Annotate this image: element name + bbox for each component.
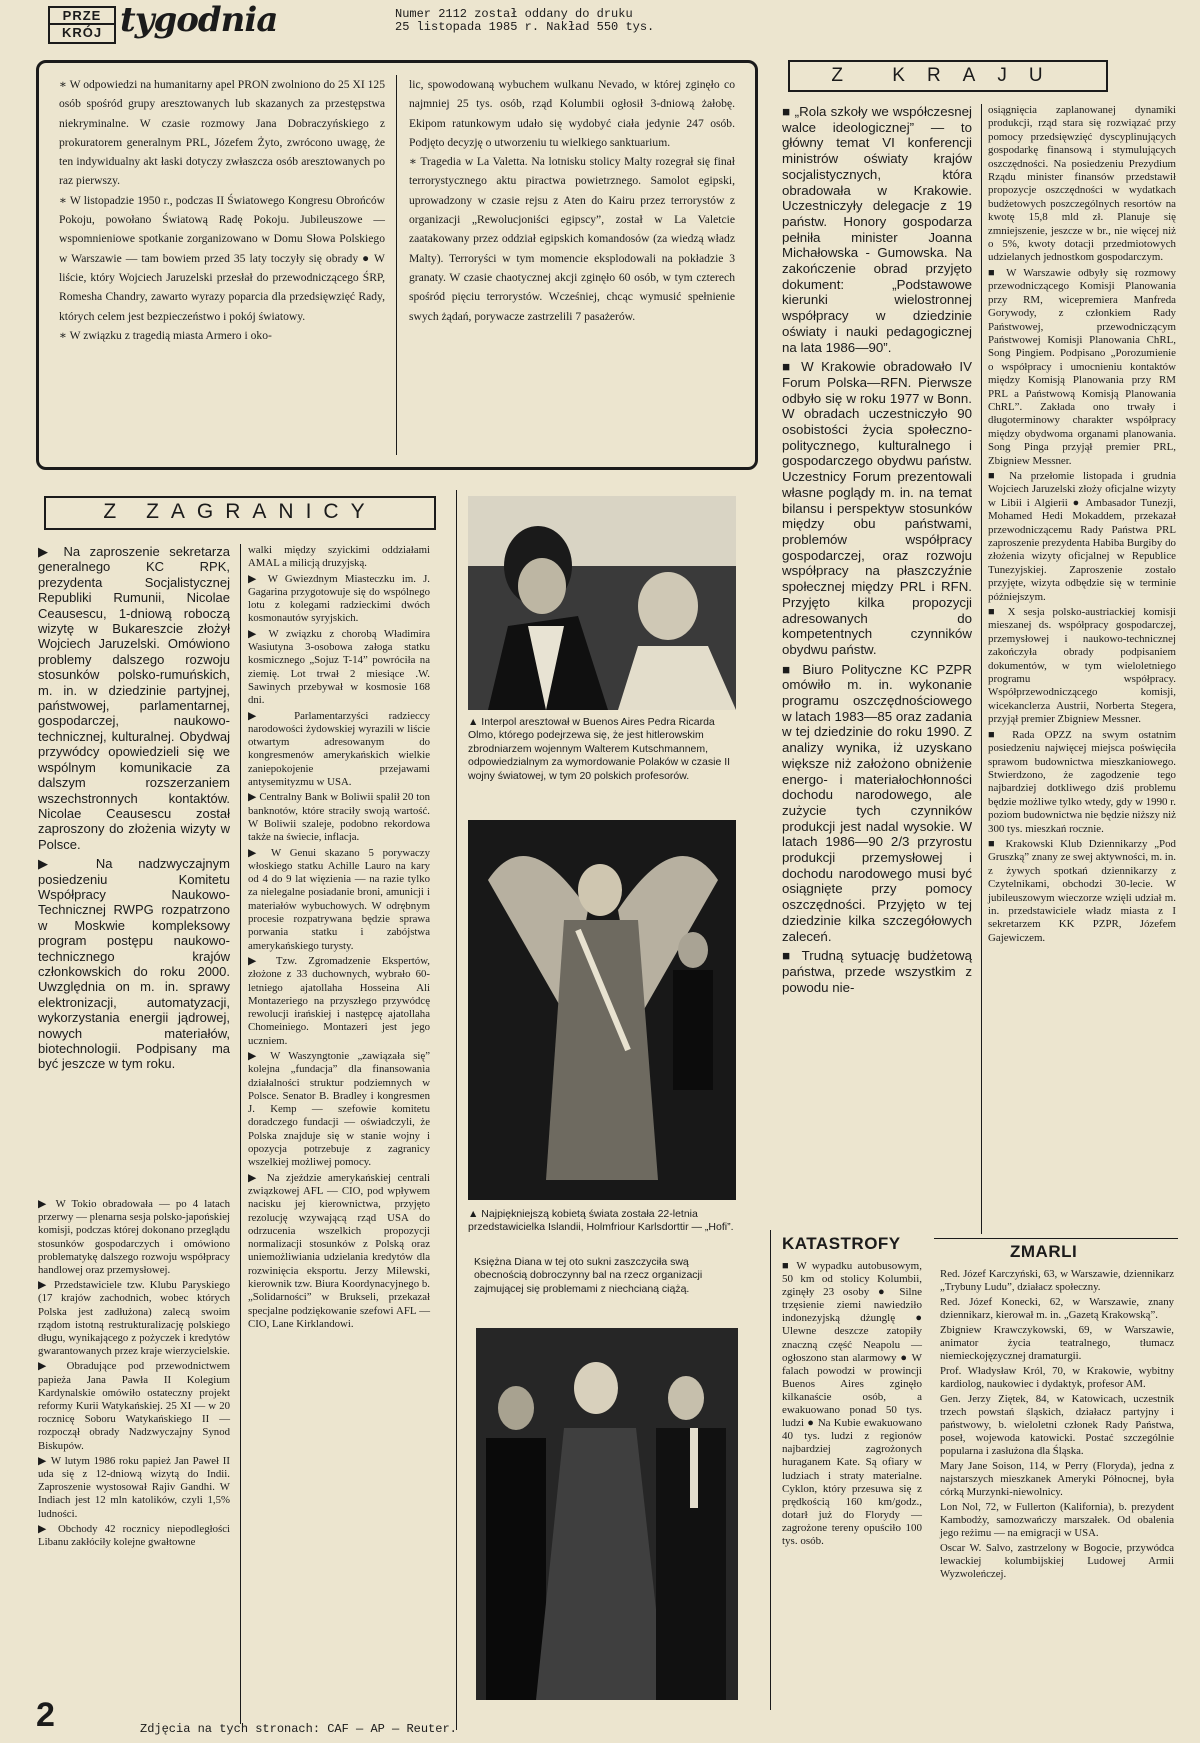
z-kraju-column-rule: [981, 104, 982, 1234]
z-kraju-item: ■ W Krakowie obradowało IV Forum Polska—RFN. Pierwsze odbyło się w roku 1977 w Bonn. W obradach uczestniczyło 90 osobistości życia społeczno-politycznego, kulturalnego i gospodarczego obydwu państw. Uczestnicy Forum prezentowali własne poglądy m. in. na temat bilansu i perspektyw stosunków między obu państwami, problemów współpracy gospodarczej, oraz rozwoju współpracy na płaszczyźnie społecznej między PRL i RFN. Przyjęto kilka propozycji adresowanych do kompetentnych czynników obydwu państw.: [782, 359, 972, 657]
z-kraju-col-2: [988, 104, 1176, 947]
z-zagranicy-col-2: [248, 544, 430, 1333]
logo-box: [48, 6, 116, 44]
z-zagranicy-item: ▶ Tzw. Zgromadzenie Ekspertów, złożone z 33 duchownych, wybrało 60-letniego ajatollaha Hosseina Ali Montazeriego na przyszłego przywódcę rewolucji irańskiej i następcę ajatollaha Chomeiniego. Montazeri jest jego uczniem.: [248, 954, 430, 1047]
z-zagranicy-item: ▶ Obchody 42 rocznicy niepodległości Libanu zakłóciły kolejne gwałtowne: [38, 1522, 230, 1549]
z-zagranicy-item: ▶ W Gwiezdnym Miasteczku im. J. Gagarina przygotowuje się do wspólnego lotu z kolegami radzieckimi dwóch kosmonautów syryjskich.: [248, 572, 430, 625]
photos-column-rule: [456, 490, 457, 1730]
top-item: ∗ Tragedia w La Valetta. Na lotnisku stolicy Malty rozegrał się finał terrorystycznego aktu piractwa powietrznego. Samolot egipski, uprowadzony w czasie rejsu z Aten do Kairu przez terrorystów z organizacji „Rewolucjoniści egipscy”, został w La Valetcie zaatakowany przez oddział egipskich komandosów (za wiedzą władz Malty). Terroryści w tym momencie eksplodowali na pokładzie 3 granaty. W czasie chaotycznej akcji zginęło 60 osób, w tym czterech spośród pięciu terrorystów. Wcześniej, chcąc wymusić spełnienie swych żądań, porywacze zastrzelili 7 pasażerów.: [409, 155, 735, 323]
z-zagranicy-col-1-small: [38, 1198, 230, 1551]
masthead-logo: [48, 0, 358, 44]
caption-interpol: ▲ Interpol aresztował w Buenos Aires Pedra Ricarda Olmo, którego podejrzewa się, że jest hitlerowskim zbrodniarzem wojennym Walterem Kutschmannem, odpowiedzialnym za wymordowanie Polaków w czasie II wojny światowej, w tym 20 polskich profesorów.: [468, 716, 731, 782]
katastrofy-title: KATASTROFY: [782, 1234, 901, 1253]
katastrofy-column-rule: [770, 1230, 771, 1710]
z-zagranicy-item: ▶ W związku z chorobą Władimira Wasiutyna 3-osobowa załoga statku kosmicznego „Sojuz T-14” powróciła na ziemię. Lot trwał 2 miesiące .W. Sawinych przebywał w kosmosie 168 dni.: [248, 627, 430, 707]
zmarli-entry: Oscar W. Salvo, zastrzelony w Bogocie, przywódca lewackiej kolumbijskiej Ludowej Armii Wyzwoleńczej.: [940, 1542, 1174, 1580]
z-zagranicy-item: ▶ W lutym 1986 roku papież Jan Paweł II uda się z 12-dniową wizytą do Indii. Zaproszenie wystosował Rajiv Gandhi. W Indiach jest 12 mln katolików, czyli 1,5% ludności.: [38, 1454, 230, 1520]
z-zagranicy-item: ▶ Parlamentarzyści radzieccy narodowości żydowskiej wyrazili w liście otwartym adresowanym do kongresmenów amerykańskich wielkie zaniepokojenie przejawami antysemityzmu w USA.: [248, 709, 430, 789]
z-zagranicy-item: ▶ W Genui skazano 5 porywaczy włoskiego statku Achille Lauro na kary od 4 do 9 lat więzienia — na razie tylko za nielegalne posiadanie broni, amunicji i materiałów wybuchowych. W odrębnym procesie rozpatrywana będzie sprawa porwania statku i zabójstwa amerykańskiego turysty.: [248, 846, 430, 952]
zmarli-entry: Lon Nol, 72, w Fullerton (Kalifornia), b. prezydent Kambodży, samozwańczy marszałek. Od obalenia jego reżimu — na emigracji w USA.: [940, 1501, 1174, 1539]
top-item: lic, spowodowaną wybuchem wulkanu Nevado, w której zginęło co najmniej 25 tys. osób, rząd Kolumbii ogłosił 3-dniową żałobę. Ekipom ratunkowym udało się wydobyć ciała jedynie 247 osób. Podjęto decyzję o utworzeniu tu wielkiego sanktuarium.: [409, 78, 735, 149]
zmarli-entry: Zbigniew Krawczykowski, 69, w Warszawie, animator życia teatralnego, tłumacz niemieckojęzycznej dramaturgii.: [940, 1324, 1174, 1362]
zmarli-entry: Gen. Jerzy Ziętek, 84, w Katowicach, uczestnik trzech powstań śląskich, działacz partyjny i państwowy, b. wieloletni członek Rady Państwa, poseł, wojewoda katowicki. Postać szczególnie popularna i zasłużona dla Śląska.: [940, 1393, 1174, 1457]
top-item: ∗ W odpowiedzi na humanitarny apel PRON zwolniono do 25 XI 125 osób spośród grupy aresztowanych lub skazanych za przestępstwa niekryminalne. W czasie rozmowy Jana Dobraczyńskiego z prokuratorem generalnym PRL, Józefem Żyto, zwrócono uwagę, że ten indywidualny akt łaski dotyczy zwłaszcza osób aresztowanych po raz pierwszy.: [59, 78, 385, 188]
photo-credits: Zdjęcia na tych stronach: CAF — AP — Reuter.: [140, 1722, 457, 1736]
z-zagranicy-item: ▶ Na zjeździe amerykańskiej centrali związkowej AFL — CIO, pod wpływem nacisku jej kierownictwa, przyjęto rezolucję wzywającą rząd USA do odrzucenia wszelkich propozycji normalizacji stosunków z Polską oraz uniemożliwiania udzielania kredytów dla rozwinięcia eksportu. Jerzy Milewski, kierownik tzw. Biura Koordynacyjnego b. „Solidarności” w Brukseli, przekazał specjalne podziękowanie szefowi AFL — CIO, Lane Kirklandowi.: [248, 1171, 430, 1330]
z-zagranicy-item: ▶ Na zaproszenie sekretarza generalnego KC RPK, prezydenta Socjalistycznej Republiki Rumunii, Nicolae Ceausescu, 1-dniową roboczą wizytę w Bukareszcie złożył Wojciech Jaruzelski. Omówiono problemy dalszego rozwoju stosunków polsko-rumuńskich, m. in. w dziedzinie partyjnej, państwowej, parlamentarnej, gospodarczej, naukowo-technicznej, kulturalnej. Obydwaj przywódcy opowiedzieli się we wspólnym komunikacie za dalszym rozszerzaniem wszechstronnych kontaktów. Nicolae Ceausescu został zaproszony do złożenia wizyty w Polsce.: [38, 544, 230, 852]
top-item: ∗ W związku z tragedią miasta Armero i oko-: [59, 328, 272, 342]
photo-diana: [476, 1328, 738, 1700]
zmarli-title: ZMARLI: [1010, 1242, 1078, 1261]
caption-diana: Księżna Diana w tej oto sukni zaszczyciła swą obecnością dobroczynny bal na rzecz organizacji zajmującej się problemami z niechcianą ciążą.: [474, 1256, 703, 1295]
print-info: [395, 8, 695, 34]
z-kraju-item: osiągnięcia zaplanowanej dynamiki produkcji, rząd stara się rozwiązać przy pomocy przedsięwzięć dyscyplinujących gospodarkę finansową i stymulujących oszczędności. Na posiedzeniu Prezydium Rządu minister finansów przedstawił propozycje oszczędności w wydatkach budżetowych poszczególnych resortów na kwotę 15,8 mld zł. Planuje się zmniejszenie, jeszcze w br., nie więcej niż o 5%, kwoty dotacji przedmiotowych udzielanych jednostkom gospodarczym.: [988, 104, 1176, 264]
zmarli-list: [940, 1268, 1174, 1583]
z-zagranicy-column-rule: [240, 544, 241, 1724]
z-kraju-item: ■ Na przełomie listopada i grudnia Wojciech Jaruzelski złoży oficjalne wizyty w Libii i Algierii ● Ambasador Tunezji, Mohamed Hedi Mokaddem, przekazał przewodniczącemu Rady Państwa PRL zaproszenie prezydenta Habiba Burgiby do złożenia wizyty oficjalnej w Republice Tunezyjskiej. Zaproszenie zostało przyjęte, wizyta odbędzie się w terminie późniejszym.: [988, 469, 1176, 603]
z-zagranicy-item: ▶ Centralny Bank w Boliwii spalił 20 ton banknotów, które straciły swoją wartość. W Boliwii szaleje, podobno rekordowa także na świecie, inflacja.: [248, 791, 430, 844]
photo-miss-world-image: [468, 820, 736, 1200]
section-header-z-kraju: Z KRAJU: [788, 60, 1108, 92]
section-header-z-zagranicy: Z ZAGRANICY: [44, 496, 436, 530]
page-number: 2: [36, 1696, 55, 1734]
z-zagranicy-item: ▶ Przedstawiciele tzw. Klubu Paryskiego (17 krajów zachodnich, wobec których Polska jest zadłużona) zalecą swoim rządom istotną restrukturalizację polskiego długu, wynikającego z pożyczek i kredytów gwarantowanych przez kraje wierzycielskie.: [38, 1279, 230, 1358]
z-kraju-col-1: [782, 104, 972, 999]
zmarli-rule-top: [934, 1238, 1178, 1239]
top-column-rule: [396, 75, 397, 455]
katastrofy-text: ■ W wypadku autobusowym, 50 km od stolicy Kolumbii, zginęły 23 osoby ● Silne trzęsienie ziemi nawiedziło indonezyjską dżunglę ● Ulewne deszcze zatopiły znaczną część Neapolu — ogłoszono stan alarmowy ● W falach powodzi w prowincji Buenos Aires zginęło kilkanaście osób, a ewakuowano ponad 50 tys. ludzi ● Na Kubie ewakuowano 40 tys. ludzi z regionów najbardziej zagrożonych huraganem Kate. Są ofiary w ludziach i straty materialne. Cyklon, który przesuwa się z prędkością 160 km/godz., dotarł już do Florydy — zagrożone tereny opuściło 100 tys. osób.: [782, 1260, 922, 1547]
logo-top-text: PRZE: [62, 8, 102, 23]
zmarli-entry: Mary Jane Soison, 114, w Perry (Floryda), jedna z najstarszych mieszkanek Ameryki Północnej, była córką Murzynki-niewolnicy.: [940, 1460, 1174, 1498]
z-kraju-item: ■ W Warszawie odbyły się rozmowy przewodniczącego Komisji Planowania przy RM, wicepremiera Manfreda Gorywody, z członkiem Rady Państwowej, przewodniczącym Państwowej Komisji Planowania ChRL, Song Pingiem. Podpisano „Porozumienie o współpracy i umocnieniu kontaktów między Komisją Planowania przy RM PRL a Państwową Komisją Planowania ChRL”. Zakłada ono trwały i długoterminowy charakter współpracy między obydwoma organami planowania. Song Pinga przyjął premier PRL, Zbigniew Messner.: [988, 266, 1176, 467]
z-zagranicy-item: ▶ Obradujące pod przewodnictwem papieża Jana Pawła II Kolegium Kardynalskie omówiło ostateczny projekt reformy Kurii Watykańskiej. 25 XI — w 20 rocznicę Soboru Watykańskiego II — rozpoczął obrady Nadzwyczajny Synod Biskupów.: [38, 1360, 230, 1452]
z-kraju-item: ■ Rada OPZZ na swym ostatnim posiedzeniu najwięcej miejsca poświęciła sprawom budownictwa mieszkaniowego. Stwierdzono, że zagodzenie tego najbardziej dotkliwego dziś problemu będzie możliwe tylko wtedy, gdy w 1990 r. poziom budownictwa nie będzie niższy niż 300 tys. mieszkań rocznie.: [988, 728, 1176, 835]
zmarli-entry: Red. Józef Konecki, 62, w Warszawie, znany dziennikarz, kierował m. in. „Gazetą Krakowską”.: [940, 1296, 1174, 1321]
print-line-1: Numer 2112 został oddany do druku: [395, 7, 633, 21]
z-kraju-item: ■ Krakowski Klub Dziennikarzy „Pod Gruszką” znany ze swej aktywności, m. in. z żywych spotkań dziennikarzy z Czytelnikami, obchodzi 30-lecie. W jubileuszowym wieczorze wzięli udział m. in. przedstawiciele władz miasta z I sekretarzem KK PZPR, Józefem Gajewiczem.: [988, 837, 1176, 944]
caption-miss-world: ▲ Najpiękniejszą kobietą świata została 22-letnia przedstawicielka Islandii, Holmfriour Karlsdorttir — „Hofi”.: [468, 1208, 734, 1234]
logo-bottom-text: KRÓJ: [50, 23, 114, 40]
z-zagranicy-col-1: [38, 544, 230, 1076]
top-news-box: [36, 60, 758, 470]
zmarli-entry: Prof. Władysław Król, 70, w Krakowie, wybitny kardiolog, naukowiec i dydaktyk, profesor AM.: [940, 1365, 1174, 1390]
z-zagranicy-item: ▶ W Waszyngtonie „zawiązała się” kolejna „fundacja” dla finansowania działalności struktur podziemnych w Polsce. Senator B. Bradley i kongresmen J. Kemp — szefowie komitetu doradczego fundacji — oświadczyli, że Polska znajduje się w stanie wojny i opozycja potrzebuje z zagranicy wszelkiej możliwej pomocy.: [248, 1049, 430, 1169]
z-kraju-item: ■ Biuro Polityczne KC PZPR omówiło m. in. wykonanie programu oszczędnościowego w latach 1983—85 oraz zadania w tej dziedzinie do roku 1990. Z analizy wynika, iż uzyskano większe niż założono obniżenie energo- i materiałochłonności dochodu narodowego, ale zużycie tych czynników produkcji jest nadal wysokie. W latach 1986—90 2/3 przyrostu produkcji przemysłowej i dochodu narodowego musi być osiągnięte przy pomocy oszczędności. Przyjęto w tej dziedzinie kilka szczegółowych zaleceń.: [782, 661, 972, 944]
photo-interpol-arrest: [468, 496, 736, 710]
z-kraju-item: ■ X sesja polsko-austriackiej komisji mieszanej ds. współpracy gospodarczej, przemysłowej i naukowo-technicznej zakończyła obrady podpisaniem dokumentów, w tym wieloletniego programu współpracy. Współprzewodniczącego komisji, wicekanclerza Austrii, Norberta Stegera, przyjął premier Zbigniew Messner.: [988, 606, 1176, 726]
photo-diana-image: [476, 1328, 738, 1700]
print-line-2: 25 listopada 1985 r. Nakład 550 tys.: [395, 20, 655, 34]
logo-script: tygodnia: [120, 0, 278, 40]
z-kraju-item: ■ Trudną sytuację budżetową państwa, przede wszystkim z powodu nie-: [782, 948, 972, 995]
z-kraju-item: ■ „Rola szkoły we współczesnej walce ideologicznej” — to główny temat VI konferencji ministrów oświaty krajów socjalistycznych, która obradowała w Krakowie. Uczestniczyły delegacje z 19 państw. Honory gospodarza pełniła minister Joanna Michałowska - Gumowska. Na zakończenie obrad przyjęto dokument: „Podstawowe kierunki wielostronnej współpracy w dziedzinie oświaty i nauki pedagogicznej na lata 1986—90”.: [782, 104, 972, 355]
top-item: ∗ W listopadzie 1950 r., podczas II Światowego Kongresu Obrońców Pokoju, powołano Światową Radę Pokoju. Jubileuszowe — wspomnieniowe spotkanie zorganizowano w Domu Słowa Polskiego w Warszawie — tam bowiem przed 35 laty toczyły się obrady ● W liście, który Wojciech Jaruzelski przesłał do przewodniczącego ŚRP, Romesha Chandry, zawarto wyrazy poparcia dla przedsięwzięć Rady, których celem jest bezpieczeństwo i pokój światowy.: [59, 193, 385, 323]
zmarli-entry: Red. Józef Karczyński, 63, w Warszawie, dziennikarz „Trybuny Ludu”, działacz społeczny.: [940, 1268, 1174, 1293]
photo-miss-world: [468, 820, 736, 1200]
photo-interpol-image: [468, 496, 736, 710]
z-zagranicy-item: ▶ W Tokio obradowała — po 4 latach przerwy — plenarna sesja polsko-japońskiej komisji, podczas której dokonano przeglądu stosunków gospodarczych i omówiono problematykę dalszego rozwoju współpracy handlowej oraz przemysłowej.: [38, 1198, 230, 1277]
z-zagranicy-item: ▶ Na nadzwyczajnym posiedzeniu Komitetu Współpracy Naukowo-Technicznej RWPG rozpatrzono w Moskwie kompleksowy program postępu naukowo-technicznego krajów członkowskich do roku 2000. Uwzględnia on m. in. sprawy elektronizacji, automatyzacji, wykorzystania energii jądrowej, nowych materiałów, biotechnologii. Podpisany ma być jeszcze w tym roku.: [38, 856, 230, 1072]
z-zagranicy-item: walki między szyickimi oddziałami AMAL a milicją druzyjską.: [248, 544, 430, 570]
top-col-1: [59, 75, 385, 345]
top-col-2: [409, 75, 735, 326]
